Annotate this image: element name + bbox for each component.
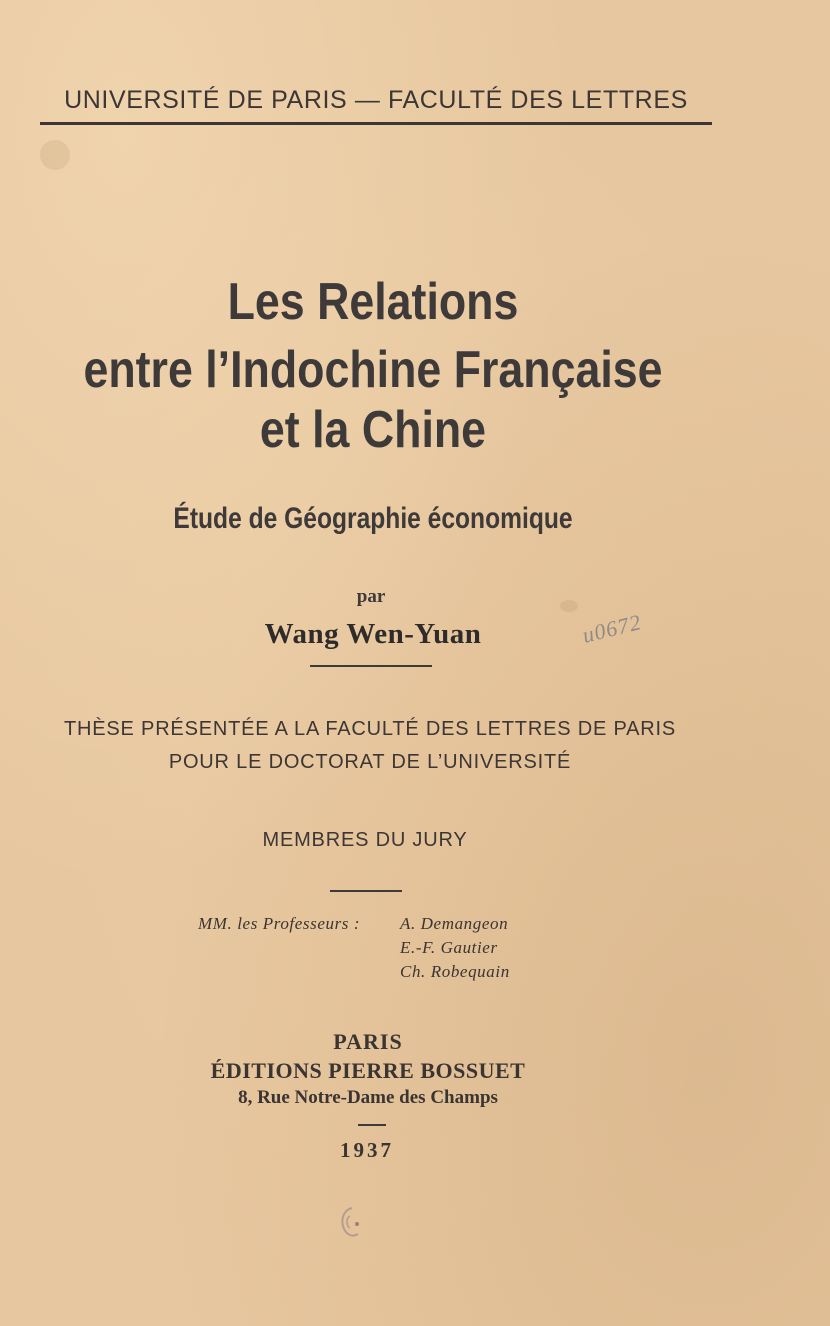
author-name: Wang Wen-Yuan: [264, 618, 482, 650]
library-stamp-icon: [336, 1204, 366, 1244]
imprint-address: 8, Rue Notre-Dame des Champs: [238, 1087, 498, 1108]
jury-member: Ch. Robequain: [400, 962, 510, 981]
subtitle: Étude de Géographie économique: [173, 502, 573, 535]
jury-heading: MEMBRES DU JURY: [262, 829, 468, 851]
title-line-3: et la Chine: [259, 401, 487, 459]
imprint-publisher: ÉDITIONS PIERRE BOSSUET: [210, 1058, 526, 1083]
jury-rule: [330, 890, 402, 892]
jury-member: A. Demangeon: [400, 914, 509, 933]
thesis-line-2: POUR LE DOCTORAT DE L’UNIVERSITÉ: [168, 751, 572, 773]
jury-member: E.-F. Gautier: [400, 938, 498, 957]
title-line-2: entre l’Indochine Française: [83, 341, 663, 399]
handwritten-annotation: u0672: [579, 609, 645, 648]
author-rule: [310, 665, 432, 667]
thesis-line-1: THÈSE PRÉSENTÉE A LA FACULTÉ DES LETTRES DE PARIS: [64, 718, 676, 740]
institution-header: UNIVERSITÉ DE PARIS — FACULTÉ DES LETTRES: [64, 86, 688, 114]
byline-par: par: [356, 586, 386, 607]
imprint-city: PARIS: [333, 1029, 403, 1054]
jury-lead: MM. les Professeurs :: [198, 914, 361, 933]
title-line-1: Les Relations: [227, 273, 519, 331]
paper-stain: [40, 140, 70, 170]
header-rule: [40, 122, 712, 125]
year-rule: [358, 1124, 386, 1126]
imprint-year: 1937: [340, 1138, 394, 1162]
